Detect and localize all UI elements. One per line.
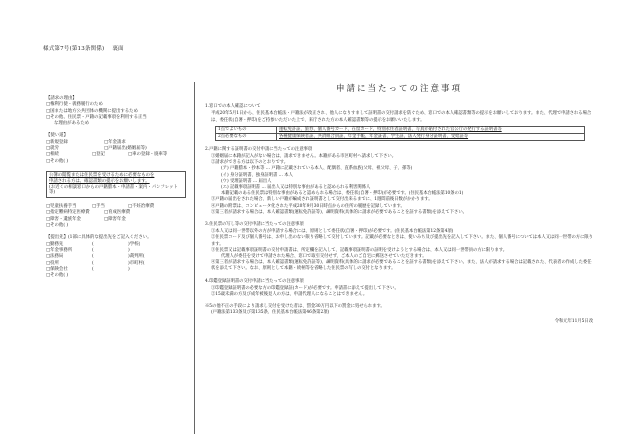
note-line: ④戸籍の附票は、コンピュータ化された平成20年9月30日時点からの住所の履歴を記録しています。 [211,203,405,209]
note-line: ①印鑑登録証明書の必要な方の印鑑登録証(カード)が必要です。申請書に添えて提出して下さい。 [211,285,399,291]
table-cell: 各種健康保険者証、共済組合員証、年金手帳、年金証書、学生証、法人発行身分証明書、受給証等 [277,133,585,140]
table-cell: 2点必要なもの [216,133,277,140]
reason-option[interactable]: □その他、住民票・戸籍の記載事項を利用する正当 [46,114,147,120]
section-heading: 4.印鑑登録証明書の交付申請に当たっての注意事項 [205,278,304,284]
notes-title: 申請に当たっての注意事項 [335,84,462,94]
submit-to-title: 【提出先】(1部に具体的な提出先をご記入ください。 [46,235,152,241]
form-number: 様式第7号(第13条関係) [43,46,105,52]
id-document-table [215,126,585,141]
usage-option[interactable]: □育成医療費 [104,210,131,216]
section-heading: 1.窓口での本人確認について [205,104,261,110]
benefit-usage-section [46,204,186,229]
note-line: ③戸籍の届出をされた場合、新しい戸籍が編成され証明書として交付出来るまでに、1週間前後日数がかかります。 [211,197,433,203]
notes-section-4 [205,279,593,299]
submit-paren: ( [92,241,94,247]
submit-other-option[interactable]: □その他( ) [46,273,69,279]
note-line: ②請求ができる方は以下のとおりです。 [211,160,288,166]
table-cell: 1点でよいもの [216,126,277,133]
note-line: ②15歳未満の方及び成年被後見人の方は、申請代理人になることはできません。 [211,292,368,298]
usage-option[interactable]: □不妊治療費 [128,204,155,210]
submit-option[interactable]: )裁判所( [128,254,145,260]
reason-option[interactable]: □権利行使・義務履行のため [46,102,103,108]
submit-paren: ) [128,266,130,272]
usage-option[interactable]: □相続 [46,152,59,158]
usage-other-option[interactable]: □その他( ) [46,158,69,164]
notice-line: (お近くの相談窓口からの戸籍謄本・申請書・案内・パンフレット等) [49,184,178,196]
submit-option[interactable]: )学校( [128,241,141,247]
note-line: ④第三者が請求する場合は、本人確認書類(運転免許証等)、疎明資料(具体的に請求が必要であることを証する書類)を添えて下さい。また、法人が請求する場合は記載された、代表者の作成した委任状を添えて下さい。なお、原則として本籍・続柄等を省略した住民票の写しの交付となります。 [211,260,592,272]
note-line: ②住民票コード及び個人番号は、お申し出のない限り省略して交付しています。記載が必要なときは、使いみち及び提出先を記入して下さい。また、個人番号については本人又は同一世帯の方に限ります。 [211,235,593,247]
usage-section [46,133,186,164]
submit-paren: ( [92,247,94,253]
submit-option[interactable]: □勤務先 [46,241,64,247]
usage-title: 【使い道】 [46,133,68,139]
submit-paren: ( [92,254,94,260]
revision-date: 令和元年11月5日改 [554,318,593,324]
penalty-note: ※5の他不正の手段により請求し交付を受けた者は、罰金30万円以下の罰金に処せられます。 [205,304,385,310]
table-row [216,126,585,133]
note-line: 本籍記載のある住民票は特別な事由があると認められる場合は、委任状(自署・押印)が必要です。(住民基本台帳法第10条の1) [221,191,464,197]
reason-section [46,96,186,127]
usage-option[interactable]: □戸籍届出(婚姻届等) [104,146,147,152]
note-line: ①婚姻届に本籍が記入がない場合は、請求できません。本籍がある市区町村へ請求して下さい。 [211,154,397,160]
notes-section-3 [205,222,593,273]
note-line: ⑤第三者が請求する場合は、本人確認書類(運転免許証等)、疎明資料(具体的に請求が必要であることを証する書類)を添えて下さい。 [211,209,467,215]
column-divider [194,82,195,434]
usage-option[interactable]: □就労 [46,146,59,152]
usage-option[interactable]: □障害年金 [104,216,126,222]
usage-option[interactable]: □障害・遺族年金 [46,216,81,222]
note-line: ③住民票又は記載事項証明書の交付申請書は、所定欄を記入して、記載事項証明書の証明を受けようとする場合は、本人又は同一世帯員の方に限ります。 [211,247,508,253]
section-paragraph: 平成20年5月1日から、住民基本台帳法・戸籍法が改正され、他人になりすまして証明書の交付請求を防ぐため、窓口での本人確認書類等の提示をお願いしております。また、代理で申請される場合は、委任状(自署・押印)をご持参いただいた上で、来庁された方の本人確認書類等の提示をお願いいたします。 [211,111,592,123]
note-line: (イ) 身分証明書、独身証明書 … 本人 [221,172,293,178]
submit-paren: ( [92,260,94,266]
usage-option[interactable]: □指定難病特定医療費 [46,210,90,216]
submit-option[interactable]: □保険会社 [46,266,68,272]
notes-section-2 [205,147,593,216]
note-line: ①本人又は同一世帯以外の方が申請する場合には、原則として委任状(自署・押印)が必要です。(住民基本台帳法第12条第4項) [211,229,454,235]
notice-line: 申請される方は、確認書類の提示をお願いします。 [49,178,150,184]
request-form-left-column [46,96,186,285]
reason-option-continued: な理由があるため [54,121,90,127]
usage-option[interactable]: □年金請求 [104,139,126,145]
usage-option[interactable]: □新規登録 [46,139,68,145]
page-header [43,44,130,52]
note-line: (エ) 記載事項証明書 … 届出人又は特別な事由があると認められる利害関係人 [221,185,371,191]
note-line: 代理人が委任を受けて申請された場合、窓口で取引交付せず、ご本人のご自宅に郵送させていただきます。 [221,254,427,260]
usage-option[interactable]: □車の登録・廃車等 [128,152,168,158]
notes-section-1 [205,104,593,141]
submit-paren: ( [92,266,94,272]
reason-option[interactable]: □国または地方公共団体の機関に提出するため [46,108,138,114]
side-label: 裏面 [112,46,124,52]
submit-option[interactable]: □法務局 [46,254,64,260]
submit-to-section [46,235,186,279]
notice-line: 公簿の閲覧または住民票を受けるために必要なものを [49,172,155,178]
notes-right-column [205,86,593,325]
note-line: (ウ) 受理証明書 … 届出人 [221,178,272,184]
usage-option[interactable]: □登記 [92,152,105,158]
notice-box [46,171,186,198]
submit-option[interactable]: )市町村( [128,260,145,266]
legal-reference: (戸籍法第133条及び第135条、住民基本台帳法第46条第2項) [211,310,330,316]
submit-option[interactable]: □役所 [46,260,59,266]
usage-option[interactable]: □手当 [92,204,105,210]
table-cell: 運転免許証、旅券、個人番号カード、在留カード、特別永住者証明書、写真が貼付された官公庁の発行する証明書等 [277,126,585,133]
reason-title: 【請求の理由】 [46,96,77,101]
submit-option[interactable]: □年金事務所 [46,247,73,253]
table-row [216,133,585,140]
section-heading: 3.住民票の写し等の交付申請に当たっての注意事項 [205,222,304,228]
note-line: (ア) 戸籍謄本・抄本等 … 戸籍に記載されている本人、配偶者、直系血族(父母、祖父母、子、孫等) [221,166,413,172]
usage-option[interactable]: □児童扶養手当 [46,204,77,210]
usage-other-option[interactable]: □その他( ) [46,223,69,229]
section-heading: 2.戸籍に関する証明書の交付申請に当たっての注意事項 [205,146,313,152]
submit-paren: ) [128,247,130,253]
